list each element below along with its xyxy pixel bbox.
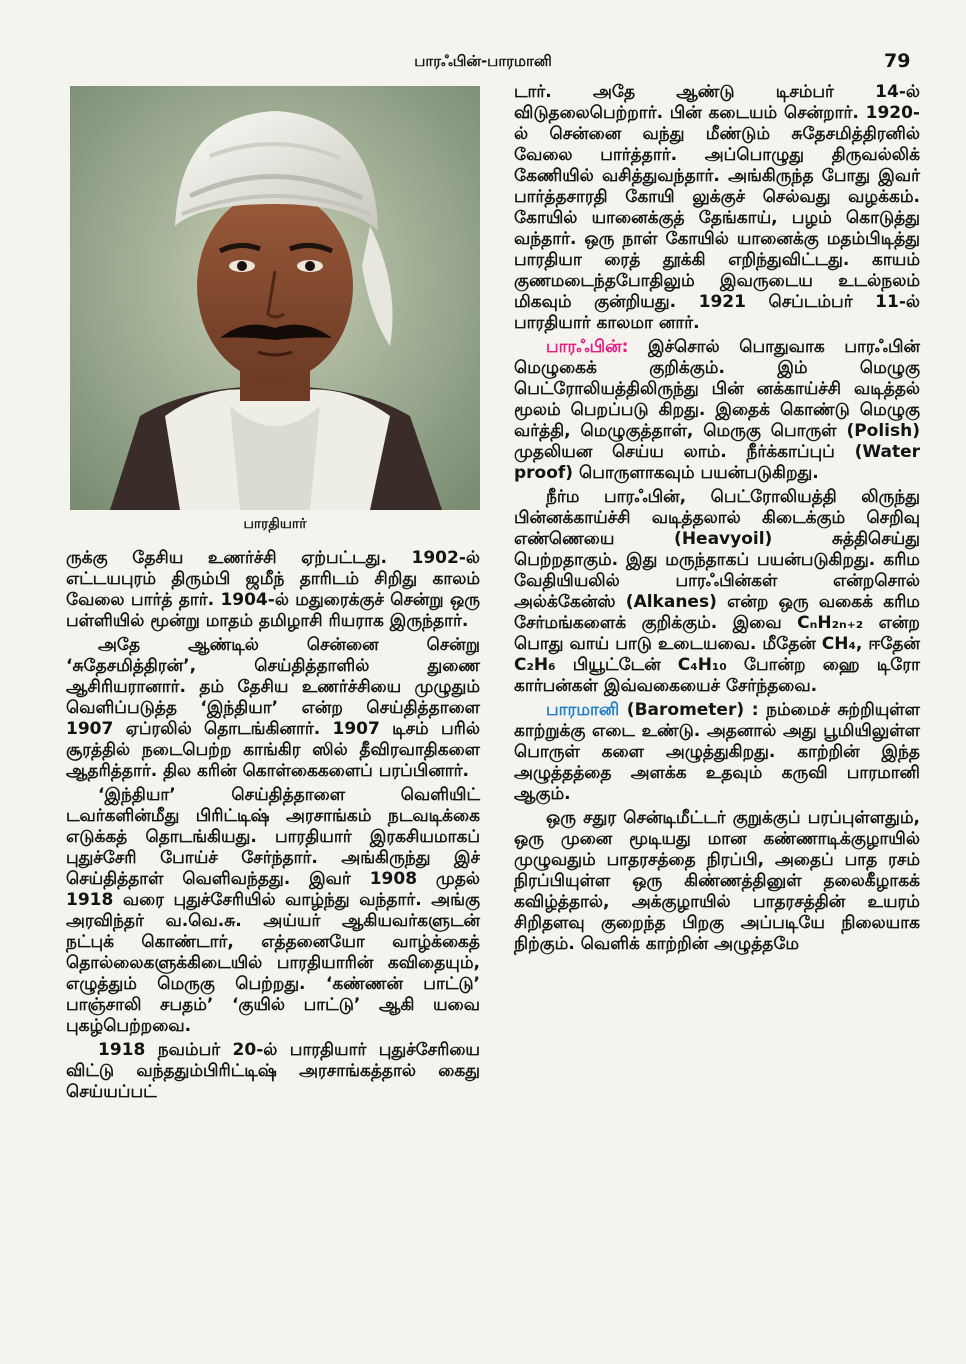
paragraph: டார். அதே ஆண்டு டிசம்பர் 14-ல் விடுதலைபெற்றார். பின் கடையம் சென்றார். 1920-ல் சென்னை வந்து மீண்டும் சுதேசமித்திரனில் வேலை பார்த்தார். அப்பொழுது திருவல்லிக் கேணியில் வசித்துவந்தார். அங்கிருந்த போது இவர் பார்த்தசாரதி கோயி லுக்குச் செல்வது வழக்கம். கோயில் யானைக்குத் தேங்காய், பழம் கொடுத்து வந்தார். ஒரு நாள் கோயில் யானைக்கு மதம்பிடித்து பாரதியா ரைத் தூக்கி எறிந்துவிட்டது. காயம் குணமடைந்தபோதிலும் இவருடைய உடல்நலம் மிகவும் குன்றியது. 1921 செப்டம்பர் 11-ல் பாரதியார் காலமா னார். — [514, 82, 920, 333]
entry-barometer — [514, 700, 920, 805]
entry-text: இச்சொல் பொதுவாக பாரஃபின் மெழுகைக் குறிக்கும். இம் மெழுகு பெட்ரோலியத்திலிருந்து பின் னக்காய்ச்சி வடித்தல் மூலம் பெறப்படு கிறது. இதைக் கொண்டு மெழுகு வர்த்தி, மெழுகுத்தாள், மெருகு பொருள் (Polish) முதலியன செய்ய லாம். நீர்க்காப்புப் (Water proof) பொருளாகவும் பயன்படுகிறது. — [514, 337, 920, 483]
paragraph: ‘இந்தியா’ செய்தித்தாளை வெளியிட் டவர்களின்மீது பிரிட்டிஷ் அரசாங்கம் நடவடிக்கை எடுக்கத் தொடங்கியது. பாரதியார் இரகசியமாகப் புதுச்சேரி போய்ச் சேர்ந்தார். அங்கிருந்து இச் செய்தித்தாள் வெளிவந்தது. இவர் 1908 முதல் 1918 வரை புதுச்சேரியில் வாழ்ந்து வந்தார். அங்கு அரவிந்தர் வ.வெ.சு. அய்யர் ஆகியவர்களுடன் நட்புக் கொண்டார், எத்தனையோ வாழ்க்கைத் தொல்லைகளுக்கிடையில் பாரதியாரின் கவிதையும், எழுத்தும் மெருகு பெற்றது. ‘கண்ணன் பாட்டு’ பாஞ்சாலி சபதம்’ ‘குயில் பாட்டு’ ஆகி யவை புகழ்பெற்றவை. — [66, 785, 480, 1036]
entry-paraffin — [514, 337, 920, 484]
paragraph: அதே ஆண்டில் சென்னை சென்று ‘சுதேசமித்திரன்’, செய்தித்தாளில் துணை ஆசிரியரானார். தம் தேசிய உணர்ச்சியை முழுதும் வெளிப்படுத்த ‘இந்தியா’ என்ற செய்தித்தாளை 1907 ஏப்ரலில் தொடங்கினார். 1907 டிசம் பரில் சூரத்தில் நடைபெற்ற காங்கிர ஸில் தீவிரவாதிகளை ஆதரித்தார். தில கரின் கொள்கைகளைப் பரப்பினார். — [66, 635, 480, 781]
portrait-image — [70, 86, 480, 510]
portrait-caption: பாரதியார் — [243, 516, 307, 532]
entry-text: (Barometer) : நம்மைச் சுற்றியுள்ள காற்றுக்கு எடை உண்டு. அதனால் அது பூமியிலுள்ள பொருள் களை அழுத்துகிறது. காற்றின் இந்த அழுத்தத்தை அளக்க உதவும் கருவி பாரமானி ஆகும். — [514, 700, 920, 804]
paragraph: ருக்கு தேசிய உணர்ச்சி ஏற்பட்டது. 1902-ல் எட்டயபுரம் திரும்பி ஜமீந் தாரிடம் சிறிது காலம் வேலை பார்த் தார். 1904-ல் மதுரைக்குச் சென்று ஒரு பள்ளியில் மூன்று மாதம் தமிழாசி ரியராக இருந்தார். — [66, 548, 480, 631]
running-head: பாரஃபின்-பாரமானி — [414, 52, 552, 70]
paragraph: ஒரு சதுர சென்டிமீட்டர் குறுக்குப் பரப்புள்ளதும், ஒரு முனை மூடியது மான கண்ணாடிக்குழாயில் முழுவதும் பாதரசத்தை நிரப்பி, அதைப் பாத ரசம் நிரப்பியுள்ள ஒரு கிண்ணத்தினுள் தலைகீழாகக் கவிழ்த்தால், அக்குழாயில் பாதரசத்தின் உயரம் சிறிதளவு குறைந்த பிறகு அப்படியே நிலையாக நிற்கும். வெளிக் காற்றின் அழுத்தமே — [514, 808, 920, 954]
term-paraffin: பாரஃபின்: — [546, 337, 629, 357]
page-number: 79 — [884, 50, 911, 72]
paragraph: 1918 நவம்பர் 20-ல் பாரதியார் புதுச்சேரியை விட்டு வந்ததும்பிரிட்டிஷ் அரசாங்கத்தால் கைது செய்யப்பட் — [66, 1040, 480, 1102]
paragraph: நீர்ம பாரஃபின், பெட்ரோலியத்தி லிருந்து பின்னக்காய்ச்சி வடித்தலால் கிடைக்கும் செறிவு எண்ணெயை (Heavyoil) சுத்திசெய்து பெற்றதாகும். இது மருந்தாகப் பயன்படுகிறது. கரிம வேதியியலில் பாரஃபின்கள் என்றசொல் அல்க்கேன்ஸ் (Alkanes) என்ற ஒரு வகைக் கரிம சேர்மங்களைக் குறிக்கும். இவை CₙH₂ₙ₊₂ என்ற பொது வாய் பாடு உடையவை. மீதேன் CH₄, ஈதேன் C₂H₆ பியூட்டேன் C₄H₁₀ போன்ற ஹை டிரோ கார்பன்கள் இவ்வகையைச் சேர்ந்தவை. — [514, 487, 920, 696]
term-barometer: பாரமானி — [546, 700, 620, 720]
